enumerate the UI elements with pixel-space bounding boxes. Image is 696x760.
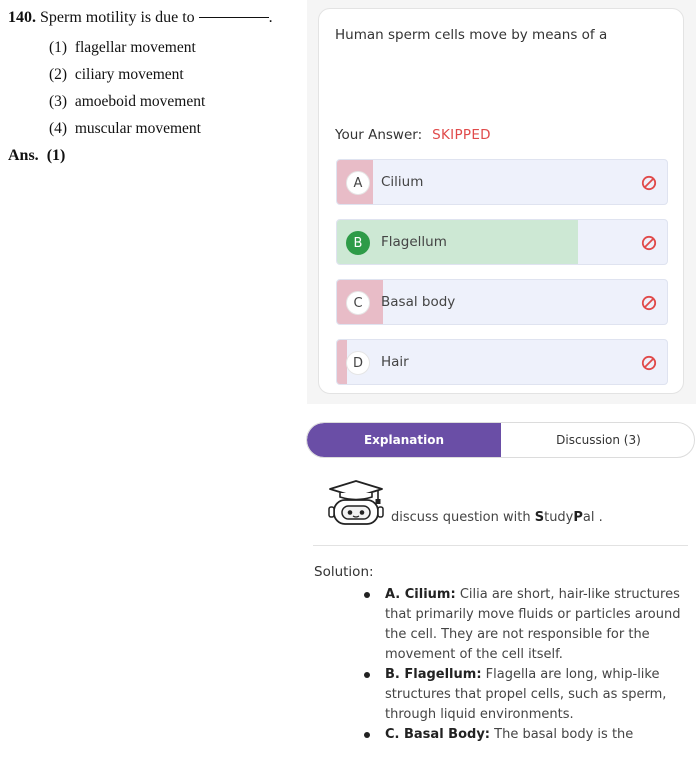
answer-blank: [199, 17, 269, 18]
choice-letter: D: [346, 351, 370, 375]
choice-a[interactable]: [336, 159, 668, 205]
solution-item: A. Cilium: Cilia are short, hair-like structures that primarily move fluids or particles around the cell. They are not responsible for the movement of the cell itself.: [360, 585, 690, 665]
choice-c[interactable]: [336, 279, 668, 325]
quiz-question-text: Human sperm cells move by means of a: [335, 27, 608, 43]
choice-label: Hair: [381, 354, 409, 370]
question-number: 140.: [8, 9, 36, 26]
solution-item: B. Flagellum: Flagella are long, whip-like structures that propel cells, such as sperm, through liquid environments.: [360, 665, 690, 725]
question-line: [8, 9, 273, 27]
choice-letter: C: [346, 291, 370, 315]
option-2: (2) ciliary movement: [49, 66, 184, 83]
option-4: (4) muscular movement: [49, 120, 201, 137]
no-entry-icon: [641, 235, 657, 251]
question-text: Sperm motility is due to: [40, 9, 195, 26]
solution-title: Solution:: [314, 564, 374, 580]
solution-list: [360, 585, 690, 745]
choice-label: Flagellum: [381, 234, 447, 250]
choice-d[interactable]: [336, 339, 668, 385]
studypal-prompt[interactable]: discuss question with StudyPal .: [391, 510, 603, 525]
divider: [313, 545, 688, 546]
answer-line: Ans. (1): [8, 147, 66, 164]
quiz-card: [318, 8, 684, 394]
option-1: (1) flagellar movement: [49, 39, 196, 56]
tab-discussion[interactable]: Discussion (3): [556, 433, 641, 447]
question-end: .: [268, 9, 273, 26]
choice-b-fill: [337, 220, 578, 264]
graduation-robot-icon[interactable]: [327, 480, 385, 526]
no-entry-icon: [641, 355, 657, 371]
no-entry-icon: [641, 295, 657, 311]
explanation-tabs: [306, 422, 695, 458]
choice-label: Cilium: [381, 174, 424, 190]
choice-letter: A: [346, 171, 370, 195]
choice-label: Basal body: [381, 294, 456, 310]
no-entry-icon: [641, 175, 657, 191]
answer-status: SKIPPED: [432, 127, 491, 143]
tab-explanation[interactable]: Explanation: [307, 423, 501, 457]
your-answer: Your Answer: SKIPPED: [335, 127, 491, 143]
solution-item: C. Basal Body: The basal body is the: [360, 725, 690, 745]
choice-b[interactable]: [336, 219, 668, 265]
option-3: (3) amoeboid movement: [49, 93, 206, 110]
choice-letter: B: [346, 231, 370, 255]
